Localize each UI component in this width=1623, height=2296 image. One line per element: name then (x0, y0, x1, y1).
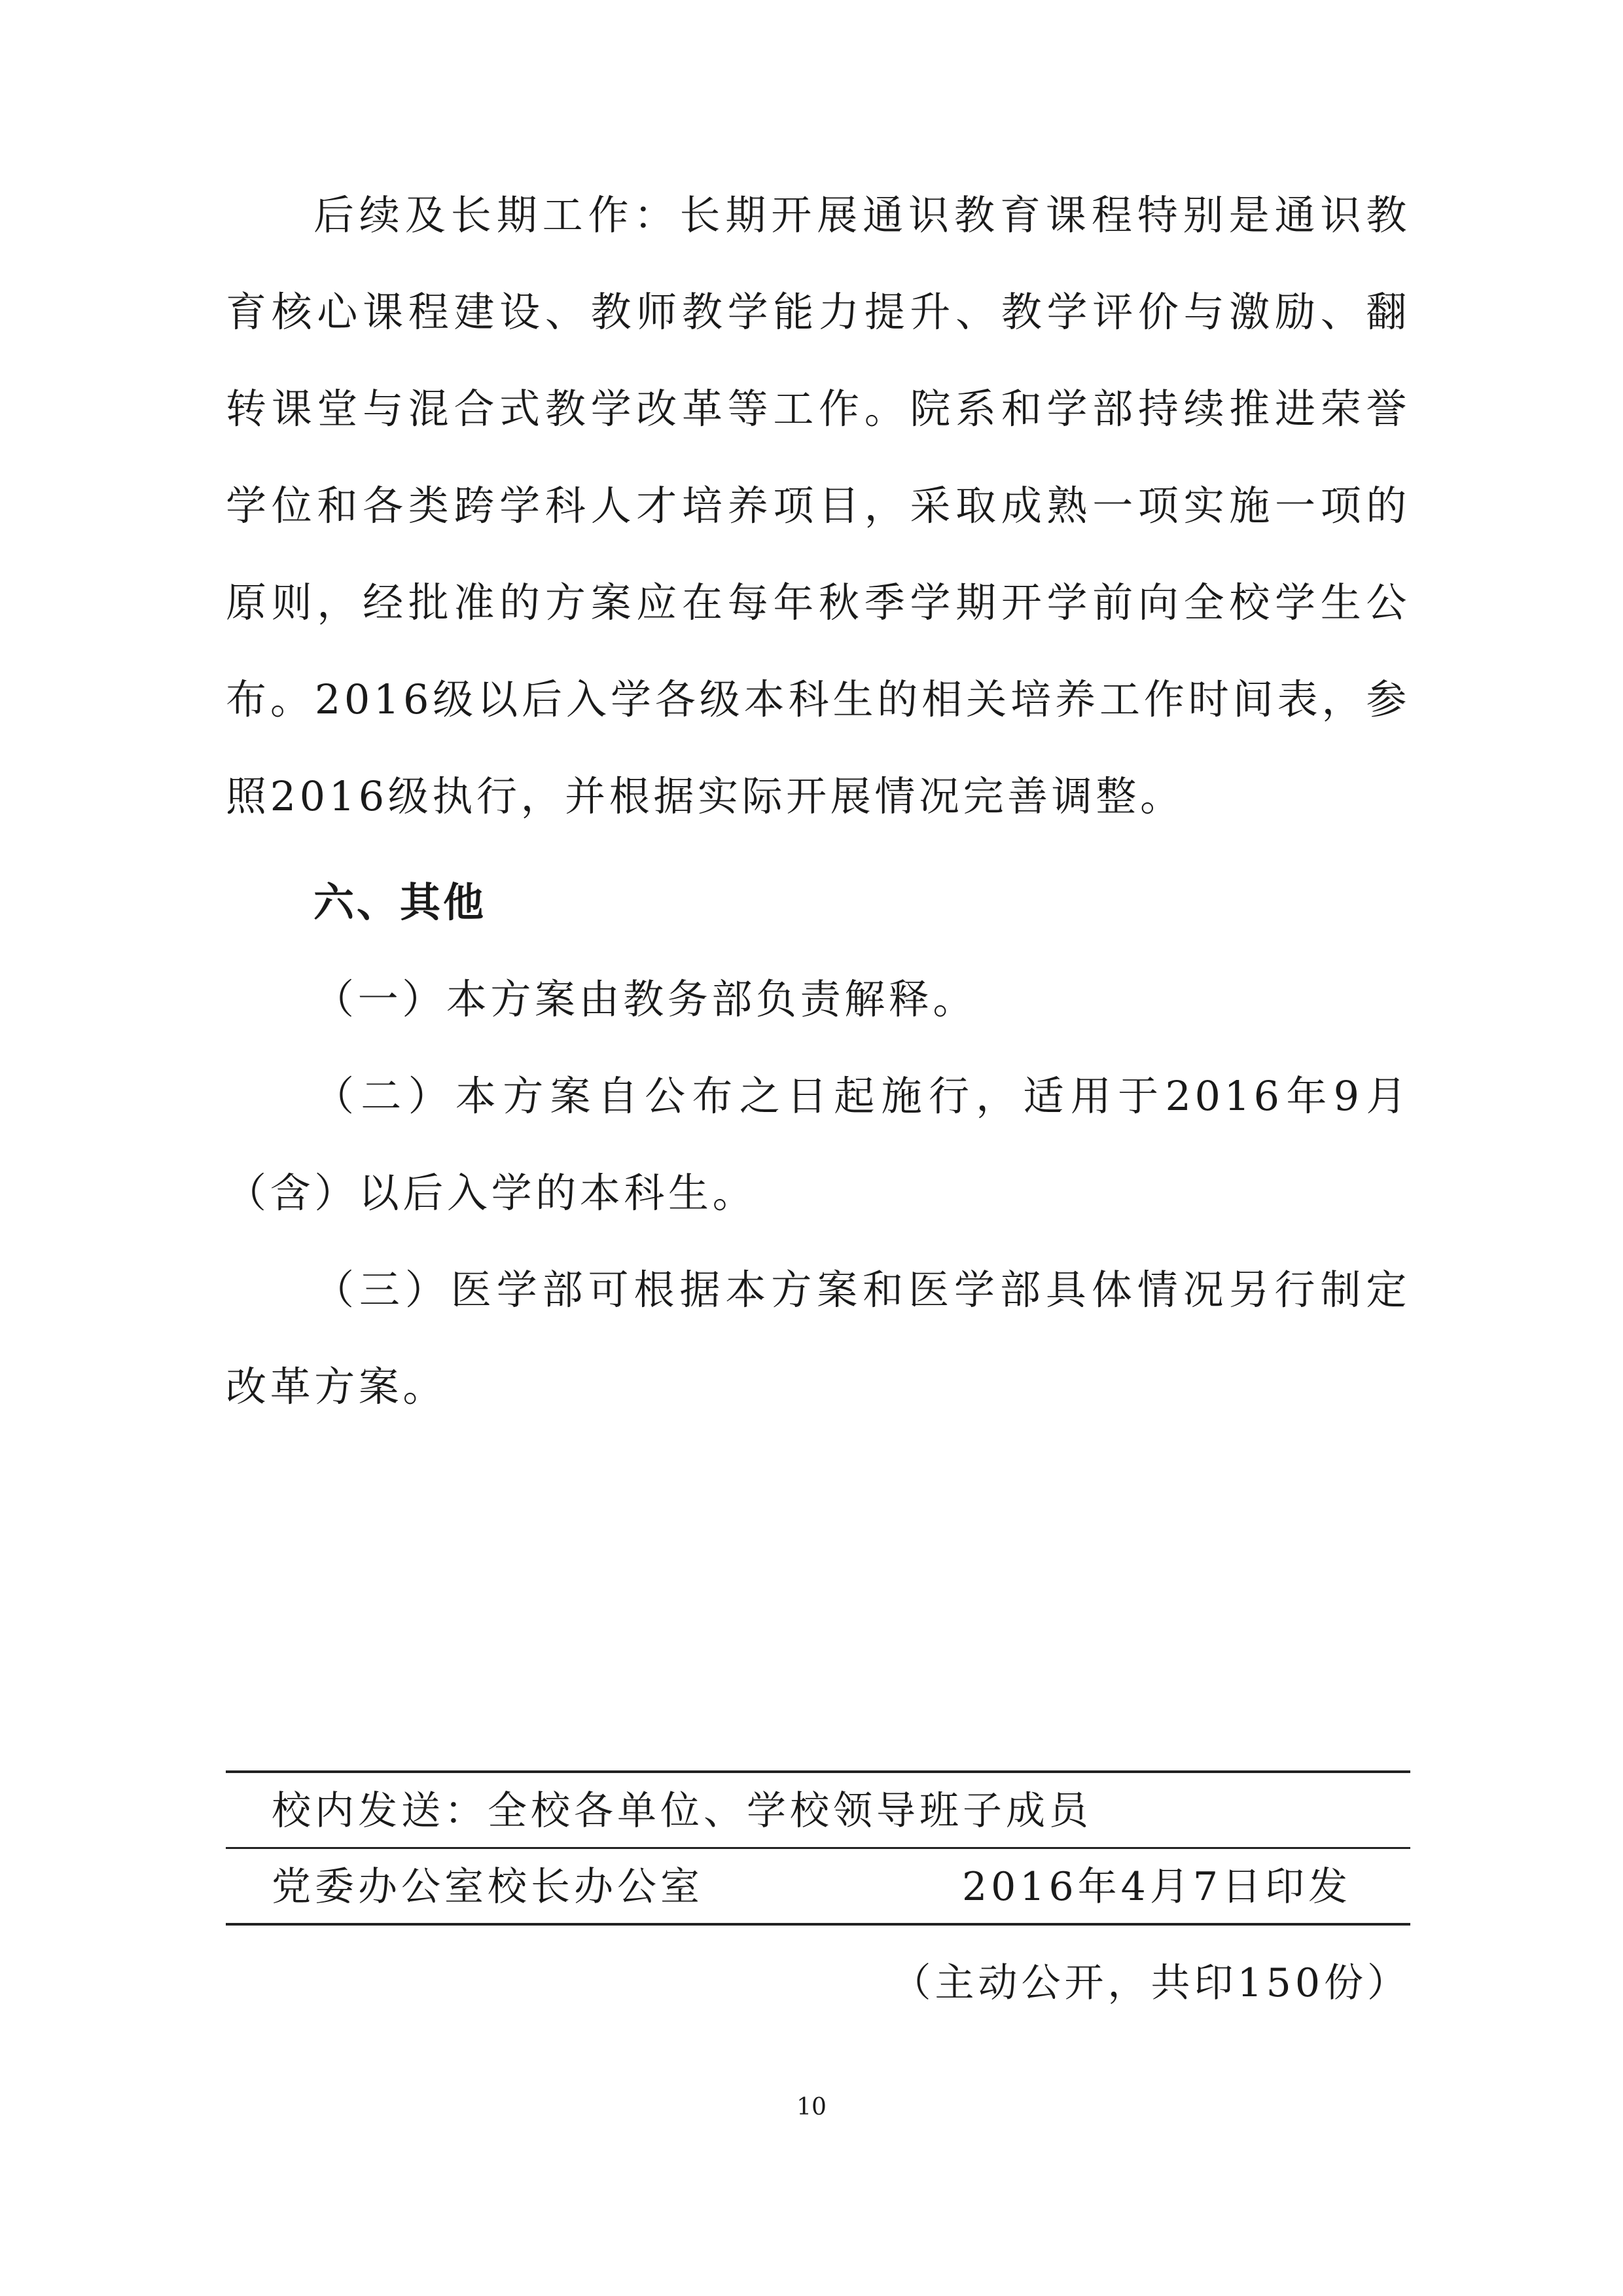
page-number: 10 (796, 2094, 827, 2121)
issuer-line: 党委办公室校长办公室 (272, 1864, 704, 1910)
footer-top-rule (226, 1770, 1410, 1773)
footer-middle-rule (226, 1847, 1410, 1849)
section-heading-other: 六、其他 (313, 878, 487, 926)
document-body (226, 167, 1410, 1435)
distribution-line: 校内发送：全校各单位、学校领导班子成员 (272, 1788, 1092, 1834)
item-medical-department: （三）医学部可根据本方案和医学部具体情况另行制定改革方案。 (226, 1266, 1410, 1410)
footer-bottom-rule (226, 1923, 1410, 1926)
issue-date: 2016年4月7日印发 (961, 1864, 1351, 1910)
paragraph-followup-work: 后续及长期工作：长期开展通识教育课程特别是通识教育核心课程建设、教师教学能力提升、教学评价与激励、翻转课堂与混合式教学改革等工作。院系和学部持续推进荣誉学位和各类跨学科人才培养项目，采取成熟一项实施一项的原则，经批准的方案应在每年秋季学期开学前向全校学生公布。2016级以后入学各级本科生的相关培养工作时间表，参照2016级执行，并根据实际开展情况完善调整。 (226, 191, 1410, 820)
item-effective-date: （二）本方案自公布之日起施行，适用于2016年9月（含）以后入学的本科生。 (226, 1072, 1410, 1217)
print-note: （主动公开，共印150份） (891, 1960, 1410, 2006)
item-interpretation: （一）本方案由教务部负责解释。 (313, 975, 978, 1023)
